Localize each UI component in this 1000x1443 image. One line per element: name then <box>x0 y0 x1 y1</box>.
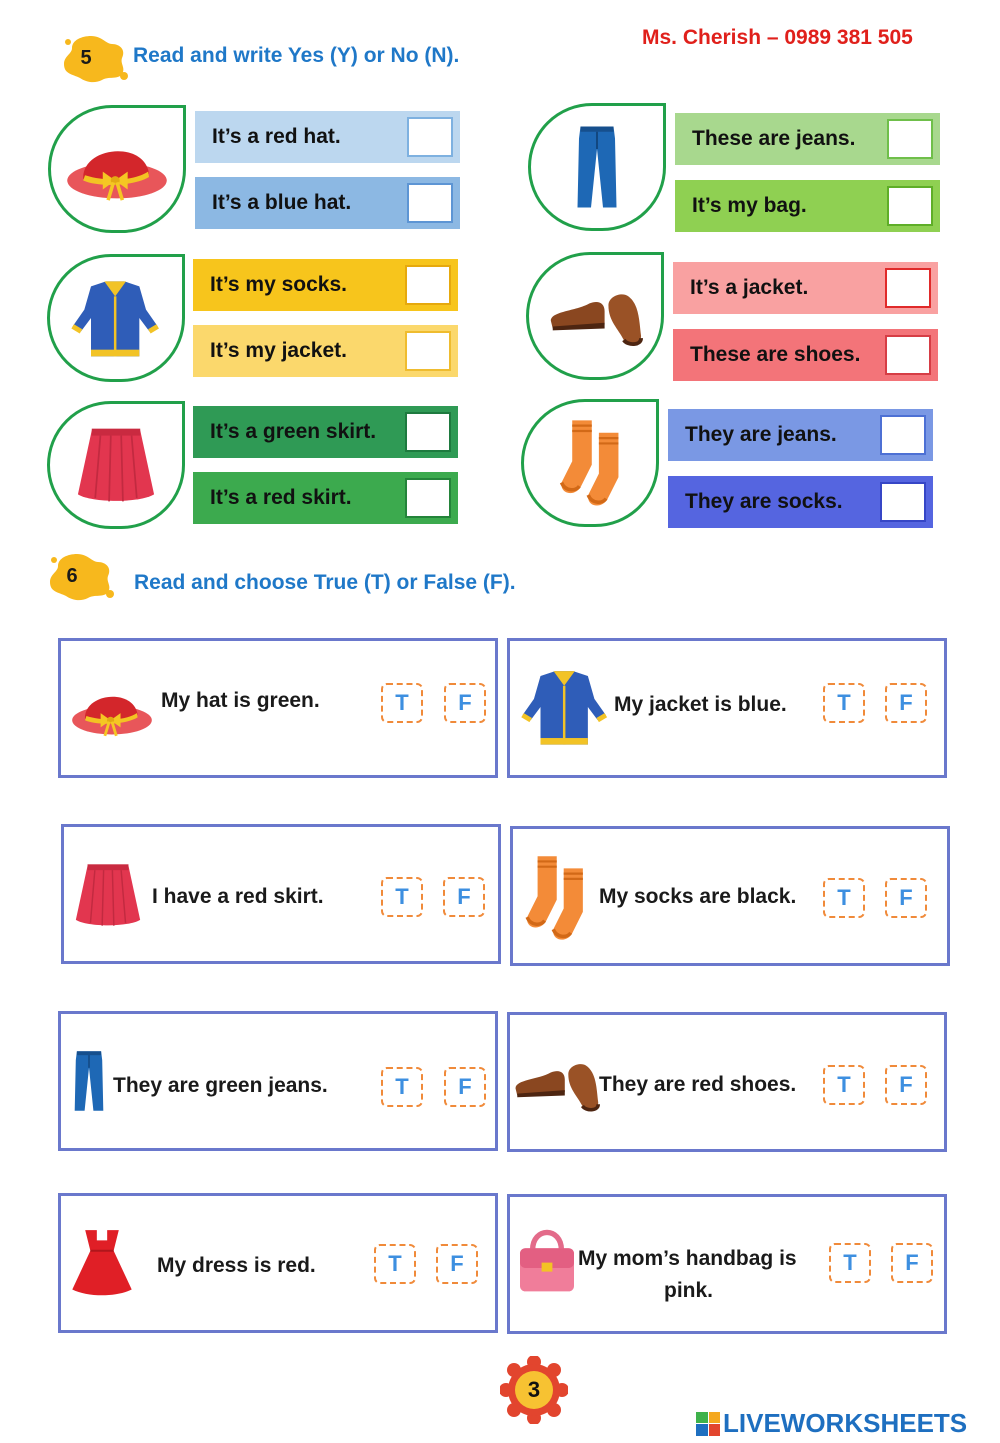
ex5-option: These are shoes. <box>673 329 938 381</box>
tf-card: My socks are black. T F <box>510 826 950 966</box>
false-option[interactable]: F <box>443 877 485 917</box>
answer-box[interactable] <box>885 268 931 308</box>
shoes-icon <box>512 1053 600 1115</box>
exercise-5-title: Read and write Yes (Y) or No (N). <box>133 44 460 67</box>
tf-card: They are green jeans. T F <box>58 1011 498 1151</box>
false-option[interactable]: F <box>885 1065 927 1105</box>
dress-icon <box>71 1216 133 1310</box>
answer-box[interactable] <box>405 331 451 371</box>
author-contact: Ms. Cherish – 0989 381 505 <box>642 26 913 49</box>
true-option[interactable]: T <box>823 878 865 918</box>
tf-card: They are red shoes. T F <box>507 1012 947 1152</box>
ex5-option: It’s my bag. <box>675 180 940 232</box>
answer-box[interactable] <box>880 415 926 455</box>
jacket-icon <box>516 665 614 749</box>
true-option[interactable]: T <box>829 1243 871 1283</box>
ex5-option: It’s a red hat. <box>195 111 460 163</box>
false-option[interactable]: F <box>436 1244 478 1284</box>
false-option[interactable]: F <box>885 683 927 723</box>
tf-card: I have a red skirt. T F <box>61 824 501 964</box>
ex5-option: It’s a jacket. <box>673 262 938 314</box>
ex5-picture-shoes <box>526 252 664 380</box>
ex5-option: It’s a red skirt. <box>193 472 458 524</box>
true-option[interactable]: T <box>823 1065 865 1105</box>
exercise-6-badge: 6 <box>48 552 106 600</box>
exercise-5-badge: 5 <box>62 34 120 82</box>
skirt-icon <box>70 859 146 931</box>
exercise-6-title: Read and choose True (T) or False (F). <box>134 571 516 594</box>
liveworksheets-brand: LIVEWORKSHEETS <box>696 1408 967 1439</box>
tf-card: My jacket is blue. T F <box>507 638 947 778</box>
skirt-icon <box>71 425 161 505</box>
ex5-option: They are jeans. <box>668 409 933 461</box>
false-option[interactable]: F <box>891 1243 933 1283</box>
false-option[interactable]: F <box>885 878 927 918</box>
handbag-icon <box>514 1223 580 1295</box>
ex5-picture-jeans <box>528 103 666 231</box>
answer-box[interactable] <box>885 335 931 375</box>
ex5-picture-hat <box>48 105 186 233</box>
answer-box[interactable] <box>887 119 933 159</box>
socks-icon <box>515 851 595 945</box>
ex5-option: It’s my jacket. <box>193 325 458 377</box>
tf-card: My mom’s handbag is pink. T F <box>507 1194 947 1334</box>
answer-box[interactable] <box>407 117 453 157</box>
true-option[interactable]: T <box>374 1244 416 1284</box>
ex5-picture-jacket <box>47 254 185 382</box>
ex5-option: These are jeans. <box>675 113 940 165</box>
liveworksheets-logo-icon <box>696 1412 720 1436</box>
answer-box[interactable] <box>887 186 933 226</box>
page-number: 3 <box>500 1356 568 1424</box>
ex5-picture-socks <box>521 399 659 527</box>
tf-card: My hat is green. T F <box>58 638 498 778</box>
false-option[interactable]: F <box>444 683 486 723</box>
socks-icon <box>550 415 630 511</box>
false-option[interactable]: F <box>444 1067 486 1107</box>
hat-icon <box>62 129 172 209</box>
ex5-option: They are socks. <box>668 476 933 528</box>
true-option[interactable]: T <box>381 1067 423 1107</box>
shoes-icon <box>547 281 643 351</box>
ex5-option: It’s a blue hat. <box>195 177 460 229</box>
ex5-option: It’s my socks. <box>193 259 458 311</box>
jacket-icon <box>66 273 166 363</box>
ex5-option: It’s a green skirt. <box>193 406 458 458</box>
hat-icon <box>67 679 157 743</box>
ex5-picture-skirt <box>47 401 185 529</box>
tf-card: My dress is red. T F <box>58 1193 498 1333</box>
true-option[interactable]: T <box>381 683 423 723</box>
answer-box[interactable] <box>407 183 453 223</box>
answer-box[interactable] <box>405 265 451 305</box>
true-option[interactable]: T <box>823 683 865 723</box>
jeans-icon <box>567 117 627 217</box>
answer-box[interactable] <box>405 478 451 518</box>
true-option[interactable]: T <box>381 877 423 917</box>
answer-box[interactable] <box>880 482 926 522</box>
answer-box[interactable] <box>405 412 451 452</box>
jeans-icon <box>67 1032 111 1130</box>
